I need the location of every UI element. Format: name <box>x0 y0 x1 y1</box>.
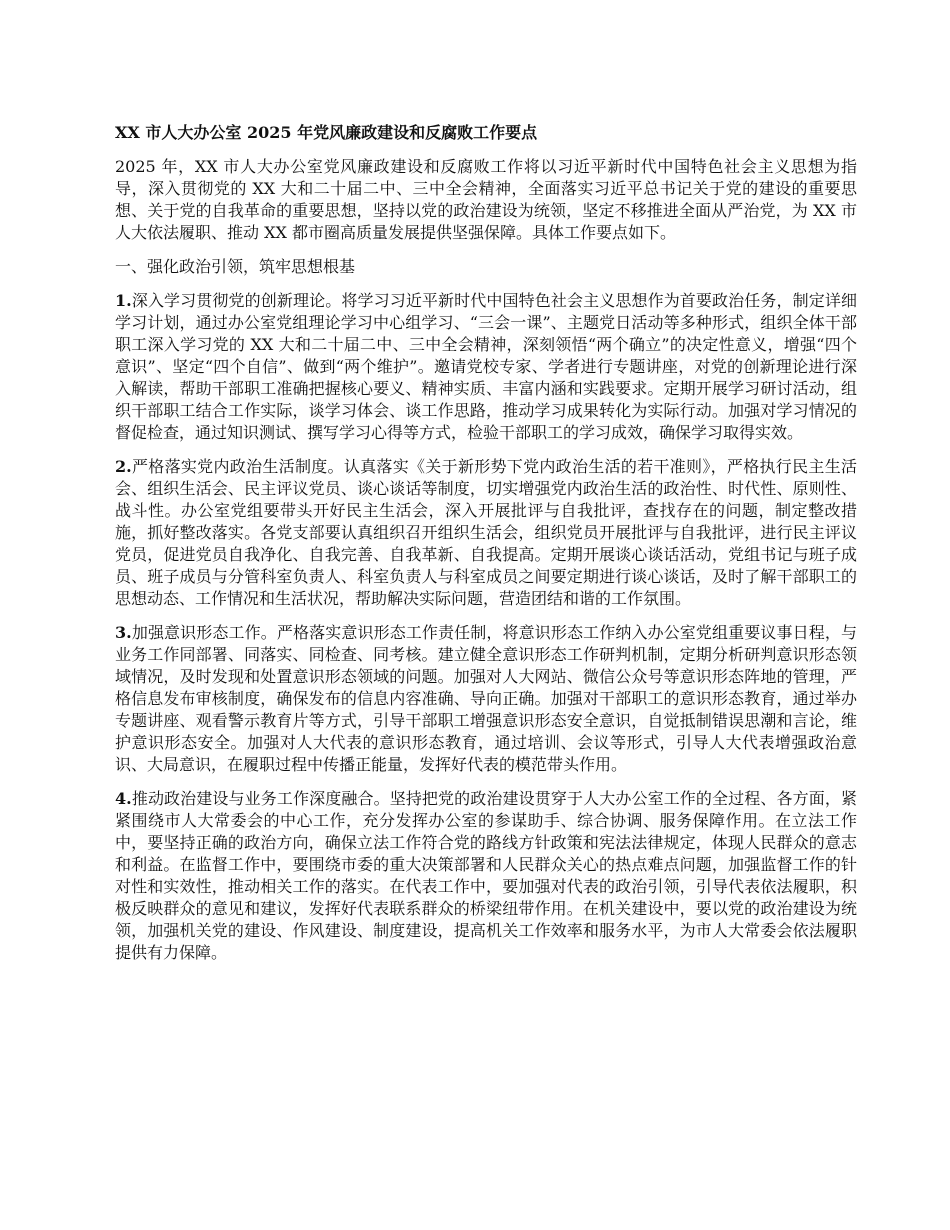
item-text: 严格落实党内政治生活制度。认真落实《关于新形势下党内政治生活的若干准则》，严格执行民主生活会、组织生活会、民主评议党员、谈心谈话等制度，切实增强党内政治生活的政治性、时代性、原则性、战斗性。办公室党组要带头开好民主生活会，深入开展批评与自我批评，查找存在的问题，制定整改措施，抓好整改落实。各党支部要认真组织召开组织生活会，组织党员开展批评与自我批评，进行民主评议党员，促进党员自我净化、自我完善、自我革新、自我提高。定期开展谈心谈话活动，党组书记与班子成员、班子成员与分管科室负责人、科室负责人与科室成员之间要定期进行谈心谈话，及时了解干部职工的思想动态、工作情况和生活状况，帮助解决实际问题，营造团结和谐的工作氛围。 <box>115 457 857 608</box>
item-number: 2. <box>115 457 132 476</box>
item-paragraph-3 <box>115 622 857 776</box>
document-page <box>115 122 857 976</box>
item-paragraph-4 <box>115 788 857 964</box>
intro-paragraph: 2025 年，XX 市人大办公室党风廉政建设和反腐败工作将以习近平新时代中国特色社会主义思想为指导，深入贯彻党的 XX 大和二十届二中、三中全会精神，全面落实习近平总书记关于党的建设的重要思想、关于党的自我革命的重要思想，坚持以党的政治建设为统领，坚定不移推进全面从严治党，为 XX 市人大依法履职、推动 XX 都市圈高质量发展提供坚强保障。具体工作要点如下。 <box>115 157 857 242</box>
section-heading-1: 一、强化政治引领，筑牢思想根基 <box>115 257 356 276</box>
item-text: 推动政治建设与业务工作深度融合。坚持把党的政治建设贯穿于人大办公室工作的全过程、各方面，紧紧围绕市人大常委会的中心工作，充分发挥办公室的参谋助手、综合协调、服务保障作用。在立法工作中，要坚持正确的政治方向，确保立法工作符合党的路线方针政策和宪法法律规定，体现人民群众的意志和利益。在监督工作中，要围绕市委的重大决策部署和人民群众关心的热点难点问题，加强监督工作的针对性和实效性，推动相关工作的落实。在代表工作中，要加强对代表的政治引领，引导代表依法履职，积极反映群众的意见和建议，发挥好代表联系群众的桥梁纽带作用。在机关建设中，要以党的政治建设为统领，加强机关党的建设、作风建设、制度建设，提高机关工作效率和服务水平，为市人大常委会依法履职提供有力保障。 <box>115 789 857 962</box>
item-number: 4. <box>115 789 132 808</box>
document-title: XX 市人大办公室 2025 年党风廉政建设和反腐败工作要点 <box>115 123 538 142</box>
item-text: 加强意识形态工作。严格落实意识形态工作责任制，将意识形态工作纳入办公室党组重要议事日程，与业务工作同部署、同落实、同检查、同考核。建立健全意识形态工作研判机制，定期分析研判意识形态领域情况，及时发现和处置意识形态领域的问题。加强对人大网站、微信公众号等意识形态阵地的管理，严格信息发布审核制度，确保发布的信息内容准确、导向正确。加强对干部职工的意识形态教育，通过举办专题讲座、观看警示教育片等方式，引导干部职工增强意识形态安全意识，自觉抵制错误思潮和言论，维护意识形态安全。加强对人大代表的意识形态教育，通过培训、会议等形式，引导人大代表增强政治意识、大局意识，在履职过程中传播正能量，发挥好代表的模范带头作用。 <box>115 623 857 774</box>
item-paragraph-1 <box>115 290 857 444</box>
item-paragraph-2 <box>115 456 857 610</box>
item-number: 3. <box>115 623 132 642</box>
item-number: 1. <box>115 291 132 310</box>
item-text: 深入学习贯彻党的创新理论。将学习习近平新时代中国特色社会主义思想作为首要政治任务，制定详细学习计划，通过办公室党组理论学习中心组学习、“三会一课”、主题党日活动等多种形式，组织全体干部职工深入学习党的 XX 大和二十届二中、三中全会精神，深刻领悟“两个确立”的决定性意义，增强“四个意识”、坚定“四个自信”、做到“两个维护”。邀请党校专家、学者进行专题讲座，对党的创新理论进行深入解读，帮助干部职工准确把握核心要义、精神实质、丰富内涵和实践要求。定期开展学习研讨活动，组织干部职工结合工作实际，谈学习体会、谈工作思路，推动学习成果转化为实际行动。加强对学习情况的督促检查，通过知识测试、撰写学习心得等方式，检验干部职工的学习成效，确保学习取得实效。 <box>115 291 857 442</box>
